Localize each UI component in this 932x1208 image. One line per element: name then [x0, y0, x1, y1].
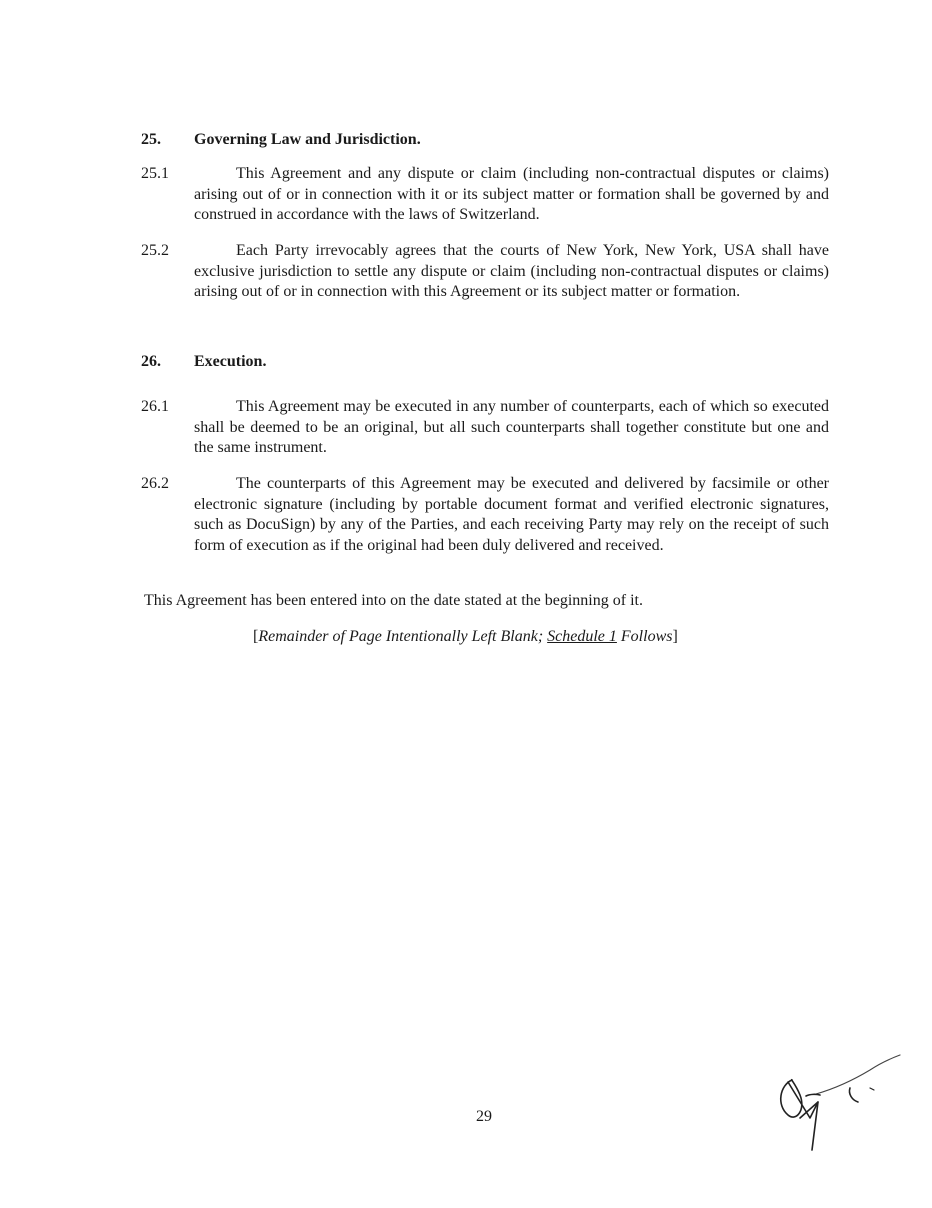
clause-text: This Agreement and any dispute or claim (including non-contractual disputes or claims) arising out of or in connection with it or its subject matter or formation shall be governed by and construed in accordance with the laws of Switzerland.	[194, 165, 829, 223]
open-bracket: [	[253, 628, 259, 645]
signature-initials-icon	[770, 1050, 910, 1170]
clause-number: 25.1	[141, 165, 169, 182]
section-number: 26.	[141, 353, 161, 370]
clause-25-2	[141, 241, 829, 303]
close-bracket: ]	[672, 628, 678, 645]
remainder-text: Remainder of Page Intentionally Left Blank;	[258, 628, 548, 645]
section-title: Governing Law and Jurisdiction.	[194, 131, 421, 148]
clause-26-2	[141, 474, 829, 556]
clause-26-1	[141, 397, 829, 459]
remainder-note	[253, 627, 678, 647]
clause-text: The counterparts of this Agreement may be executed and delivered by facsimile or other electronic signature (including by portable document format and verified electronic signatures, such as DocuSign) by any of the Parties, and each receiving Party may rely on the receipt of such form of execution as if the original had been duly delivered and received.	[194, 475, 829, 554]
clause-number: 26.1	[141, 398, 169, 415]
remainder-text-end: Follows	[616, 628, 673, 645]
schedule-reference: Schedule 1	[547, 628, 617, 645]
clause-number: 25.2	[141, 242, 169, 259]
clause-text: Each Party irrevocably agrees that the courts of New York, New York, USA shall have exclusive jurisdiction to settle any dispute or claim (including non-contractual disputes or claims) arising out of or in connection with this Agreement or its subject matter or formation.	[194, 242, 829, 300]
page-number: 29	[476, 1108, 492, 1125]
section-number: 25.	[141, 131, 161, 148]
clause-number: 26.2	[141, 475, 169, 492]
clause-text: This Agreement may be executed in any number of counterparts, each of which so executed shall be deemed to be an original, but all such counterparts shall together constitute but one and the same instrument.	[194, 398, 829, 456]
section-title: Execution.	[194, 353, 267, 370]
clause-25-1	[141, 164, 829, 226]
closing-statement: This Agreement has been entered into on the date stated at the beginning of it.	[144, 592, 643, 609]
